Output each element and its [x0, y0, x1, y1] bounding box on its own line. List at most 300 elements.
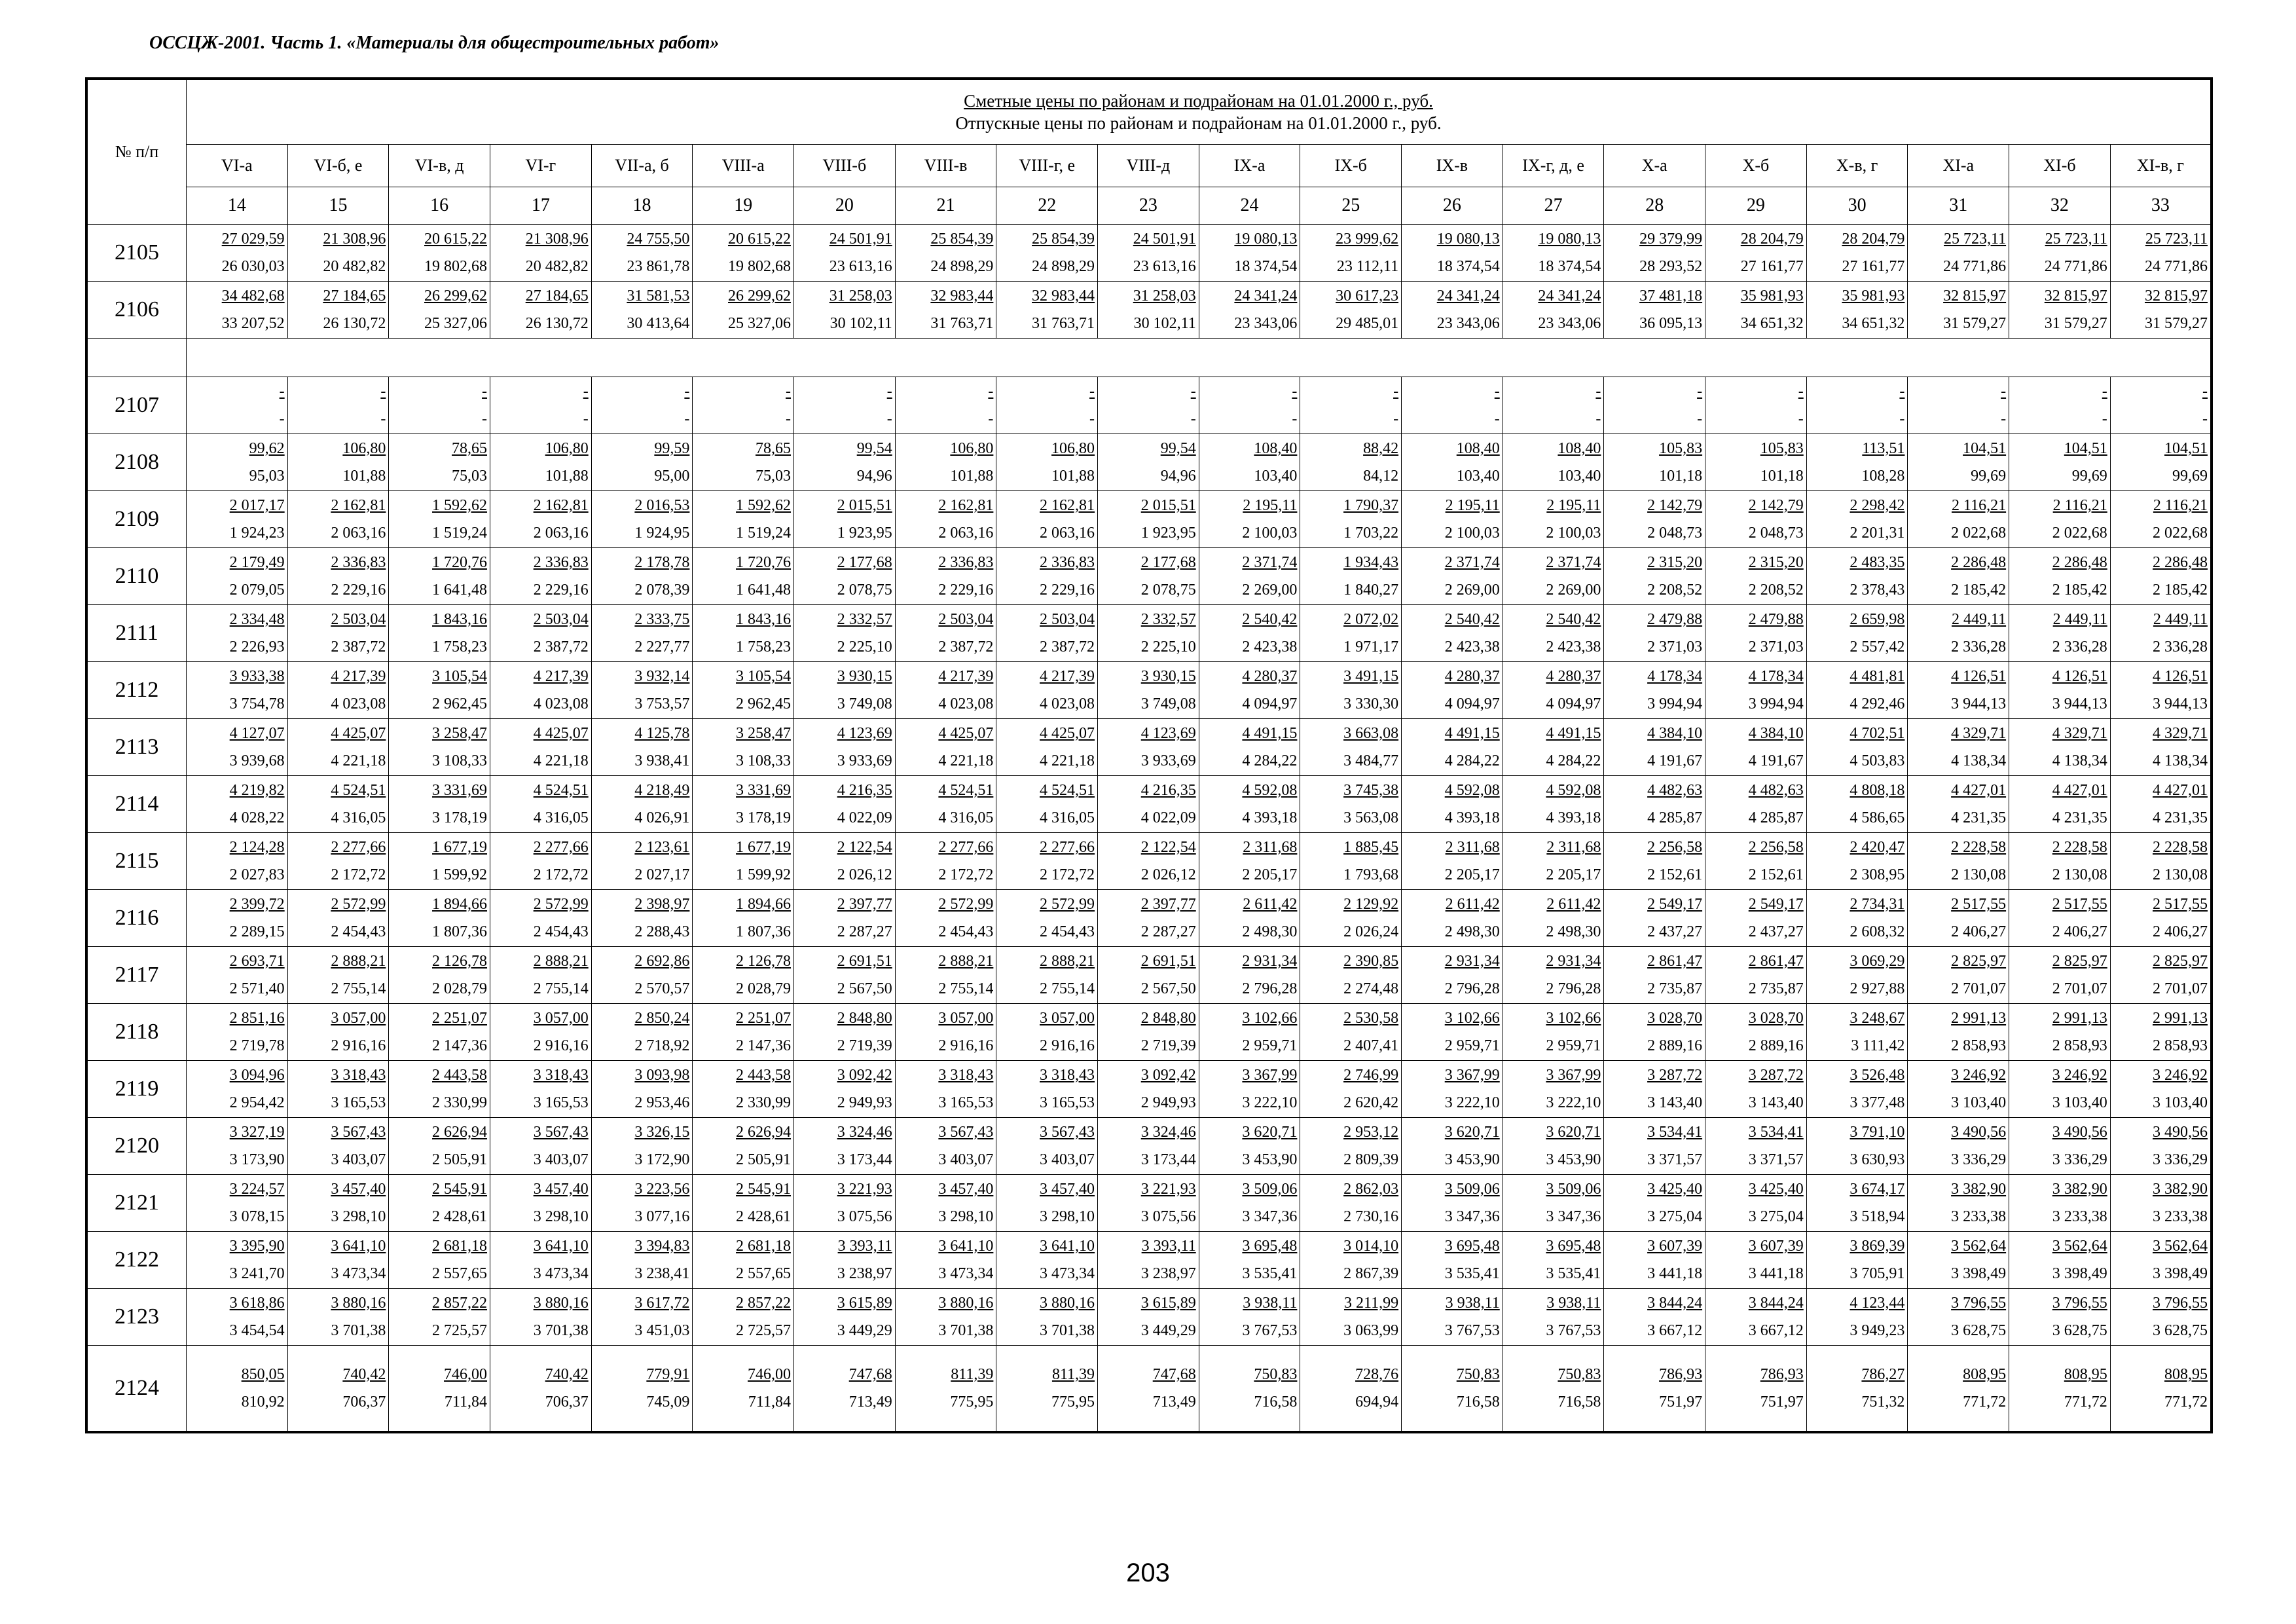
estimate-price: 3 102,66 [1444, 1010, 1500, 1027]
estimate-price: 3 695,48 [1242, 1238, 1298, 1255]
estimate-price: 2 479,88 [1748, 611, 1804, 628]
estimate-price: 4 218,49 [634, 782, 690, 799]
price-cell [996, 548, 1098, 605]
price-cell [1300, 1346, 1402, 1433]
table-row [86, 1232, 2212, 1289]
price-cell [490, 491, 592, 548]
release-price: 2 147,36 [432, 1037, 488, 1054]
price-cell [895, 890, 996, 947]
estimate-price: 3 211,99 [1343, 1295, 1399, 1312]
price-cell [996, 491, 1098, 548]
release-price: - [1494, 411, 1500, 428]
price-cell [2009, 1175, 2111, 1232]
estimate-price: 2 540,42 [1546, 611, 1601, 628]
release-price: 3 172,90 [634, 1151, 690, 1168]
estimate-price: 108,40 [1456, 440, 1500, 457]
price-cell [389, 947, 490, 1004]
price-cell [996, 282, 1098, 339]
item-number: 2112 [86, 662, 187, 719]
estimate-price: 3 367,99 [1444, 1067, 1500, 1084]
estimate-price: - [2001, 383, 2007, 400]
estimate-price: 746,00 [748, 1366, 792, 1383]
estimate-price: - [279, 383, 285, 400]
release-price: 2 185,42 [2153, 581, 2208, 599]
estimate-price: 3 324,46 [1140, 1124, 1196, 1141]
price-cell [287, 377, 389, 434]
release-price: 3 994,94 [1647, 695, 1703, 712]
price-cell [996, 605, 1098, 662]
estimate-price: 25 723,11 [2045, 231, 2107, 248]
price-cell [389, 491, 490, 548]
price-cell [591, 1346, 693, 1433]
price-cell [693, 225, 794, 282]
release-price: 3 667,12 [1647, 1322, 1703, 1339]
release-price: 3 933,69 [1140, 752, 1196, 769]
price-cell [591, 719, 693, 776]
price-cell [794, 1175, 896, 1232]
estimate-price: 3 607,39 [1748, 1238, 1804, 1255]
price-cell [1604, 282, 1705, 339]
estimate-price: 106,80 [1051, 440, 1095, 457]
release-price: 2 858,93 [2153, 1037, 2208, 1054]
price-cell [287, 1175, 389, 1232]
estimate-price: 3 562,64 [2052, 1238, 2107, 1255]
estimate-price: 3 844,24 [1647, 1295, 1703, 1312]
release-price: 2 078,75 [1140, 581, 1196, 599]
estimate-price: 3 695,48 [1546, 1238, 1601, 1255]
release-price: 2 954,42 [229, 1094, 285, 1111]
release-price: 2 505,91 [432, 1151, 488, 1168]
estimate-price: 747,68 [1152, 1366, 1196, 1383]
estimate-price: 27 184,65 [525, 287, 589, 304]
price-cell [1908, 282, 2009, 339]
release-price: 4 094,97 [1242, 695, 1298, 712]
price-cell [895, 434, 996, 491]
price-cell [1402, 662, 1503, 719]
price-cell [1806, 1004, 1908, 1061]
price-cell [996, 947, 1098, 1004]
estimate-price: 2 195,11 [1546, 497, 1601, 514]
estimate-price: 811,39 [1051, 1366, 1095, 1383]
price-cell [2009, 225, 2111, 282]
price-cell [2110, 282, 2212, 339]
release-price: 3 449,29 [1140, 1322, 1196, 1339]
price-cell [693, 605, 794, 662]
price-cell [287, 225, 389, 282]
release-price: 30 102,11 [829, 315, 892, 332]
price-cell [490, 776, 592, 833]
price-table [85, 77, 2213, 1433]
estimate-price: 2 399,72 [229, 896, 285, 913]
estimate-price: 3 318,43 [331, 1067, 386, 1084]
estimate-price: 2 517,55 [1951, 896, 2007, 913]
estimate-price: 21 308,96 [525, 231, 589, 248]
release-price: 2 454,43 [938, 923, 994, 940]
estimate-price: 2 503,04 [533, 611, 589, 628]
release-price: 4 023,08 [331, 695, 386, 712]
price-cell [490, 833, 592, 890]
release-price: 101,88 [342, 468, 386, 485]
price-cell [693, 282, 794, 339]
price-cell [1402, 548, 1503, 605]
estimate-price: 2 991,13 [2153, 1010, 2208, 1027]
estimate-price: 2 256,58 [1647, 839, 1703, 856]
price-cell [1806, 1175, 1908, 1232]
release-price: 2 498,30 [1242, 923, 1298, 940]
price-cell [1300, 890, 1402, 947]
estimate-price: 2 195,11 [1243, 497, 1298, 514]
price-cell [2110, 833, 2212, 890]
estimate-price: - [1697, 383, 1703, 400]
release-price: 4 316,05 [1040, 809, 1095, 826]
estimate-price: 747,68 [848, 1366, 892, 1383]
estimate-price: 4 217,39 [533, 668, 589, 685]
price-cell [389, 1346, 490, 1433]
estimate-price: 750,83 [1254, 1366, 1298, 1383]
estimate-price: - [482, 383, 488, 400]
price-cell [591, 434, 693, 491]
release-price: 1 641,48 [432, 581, 488, 599]
release-price: 2 026,24 [1343, 923, 1399, 940]
caption-row [86, 79, 2212, 145]
estimate-price: 3 457,40 [1040, 1181, 1095, 1198]
estimate-price: 2 277,66 [533, 839, 589, 856]
estimate-price: 2 888,21 [533, 953, 589, 970]
release-price: 3 535,41 [1546, 1265, 1601, 1282]
price-cell [2110, 1061, 2212, 1118]
price-cell [1604, 491, 1705, 548]
estimate-price: 2 503,04 [938, 611, 994, 628]
estimate-price: 2 857,22 [432, 1295, 488, 1312]
price-cell [1199, 1232, 1300, 1289]
price-cell [287, 776, 389, 833]
estimate-price: 4 216,35 [837, 782, 892, 799]
release-price: 4 023,08 [1040, 695, 1095, 712]
estimate-price: 2 549,17 [1647, 896, 1703, 913]
estimate-price: 31 581,53 [627, 287, 690, 304]
release-price: 4 393,18 [1444, 809, 1500, 826]
estimate-price: 2 336,83 [533, 554, 589, 571]
estimate-price: 3 258,47 [432, 725, 488, 742]
estimate-price: 2 931,34 [1242, 953, 1298, 970]
estimate-price: 2 540,42 [1444, 611, 1500, 628]
price-cell [895, 1346, 996, 1433]
release-price: 2 916,16 [938, 1037, 994, 1054]
release-price: 2 172,72 [1040, 866, 1095, 883]
release-price: 2 371,03 [1748, 638, 1804, 655]
estimate-price: - [2102, 383, 2107, 400]
release-price: 3 222,10 [1242, 1094, 1298, 1111]
release-price: 716,58 [1254, 1393, 1298, 1411]
estimate-price: 104,51 [1963, 440, 2007, 457]
release-price: 3 938,41 [634, 752, 690, 769]
column-number: 19 [693, 187, 794, 225]
release-price: 2 378,43 [1850, 581, 1905, 599]
price-cell [1199, 377, 1300, 434]
release-price: 26 130,72 [323, 315, 386, 332]
item-number: 2108 [86, 434, 187, 491]
release-price: - [1798, 411, 1804, 428]
estimate-price: 2 277,66 [331, 839, 386, 856]
estimate-price: 3 425,40 [1647, 1181, 1703, 1198]
item-number: 2107 [86, 377, 187, 434]
release-price: 99,69 [2071, 468, 2107, 485]
estimate-price: 2 545,91 [736, 1181, 792, 1198]
estimate-price: 106,80 [342, 440, 386, 457]
release-price: 4 285,87 [1748, 809, 1804, 826]
table-row [86, 491, 2212, 548]
price-cell [1300, 225, 1402, 282]
price-cell [693, 548, 794, 605]
estimate-price: 4 425,07 [1040, 725, 1095, 742]
price-cell [187, 548, 288, 605]
release-price: 2 387,72 [938, 638, 994, 655]
estimate-price: 2 336,83 [1040, 554, 1095, 571]
release-price: 2 063,16 [1040, 525, 1095, 542]
price-cell [1908, 947, 2009, 1004]
release-price: 4 285,87 [1647, 809, 1703, 826]
column-number: 25 [1300, 187, 1402, 225]
price-cell [490, 1004, 592, 1061]
release-price: 4 022,09 [837, 809, 892, 826]
release-price: 1 758,23 [736, 638, 792, 655]
estimate-price: 2 857,22 [736, 1295, 792, 1312]
release-price: 2 406,27 [1951, 923, 2007, 940]
release-price: - [482, 411, 488, 428]
price-cell [1705, 1346, 1807, 1433]
estimate-price: - [2202, 383, 2208, 400]
price-cell [1705, 225, 1807, 282]
price-cell [1098, 434, 1199, 491]
price-cell [2009, 605, 2111, 662]
price-cell [1604, 947, 1705, 1004]
estimate-price: 4 217,39 [1040, 668, 1095, 685]
column-number: 22 [996, 187, 1098, 225]
estimate-price: 4 217,39 [331, 668, 386, 685]
price-cell [1503, 1004, 1604, 1061]
price-cell [693, 1289, 794, 1346]
release-price: 3 165,53 [533, 1094, 589, 1111]
estimate-price: 3 318,43 [938, 1067, 994, 1084]
release-price: 3 103,40 [1951, 1094, 2007, 1111]
price-cell [591, 491, 693, 548]
price-cell [2009, 890, 2111, 947]
estimate-price: 2 888,21 [331, 953, 386, 970]
release-price: 3 165,53 [331, 1094, 386, 1111]
release-price: 3 078,15 [229, 1208, 285, 1225]
estimate-price: 3 796,55 [2153, 1295, 2208, 1312]
price-cell [996, 890, 1098, 947]
release-price: 2 289,15 [229, 923, 285, 940]
price-cell [895, 719, 996, 776]
release-price: 30 413,64 [627, 315, 690, 332]
price-cell [187, 1061, 288, 1118]
price-cell [1705, 719, 1807, 776]
release-price: 34 651,32 [1740, 315, 1804, 332]
estimate-price: 2 572,99 [533, 896, 589, 913]
column-number: 21 [895, 187, 996, 225]
estimate-price: 2 861,47 [1748, 953, 1804, 970]
estimate-price: 779,91 [646, 1366, 690, 1383]
price-cell [1806, 947, 1908, 1004]
estimate-price: 2 888,21 [938, 953, 994, 970]
estimate-price: 3 092,42 [837, 1067, 892, 1084]
price-cell [794, 548, 896, 605]
price-cell [187, 605, 288, 662]
price-cell [591, 1175, 693, 1232]
estimate-price: 4 425,07 [533, 725, 589, 742]
estimate-price: 2 692,86 [634, 953, 690, 970]
release-price: 694,94 [1355, 1393, 1399, 1411]
price-cell [693, 1004, 794, 1061]
price-cell [1199, 282, 1300, 339]
release-price: 4 586,65 [1850, 809, 1905, 826]
release-price: 711,84 [748, 1393, 792, 1411]
estimate-price: 3 393,11 [1141, 1238, 1196, 1255]
release-price: 31 763,71 [1032, 315, 1095, 332]
estimate-price: 2 517,55 [2153, 896, 2208, 913]
release-price: 75,03 [452, 468, 488, 485]
column-number: 18 [591, 187, 693, 225]
price-cell [2009, 1004, 2111, 1061]
estimate-price: 2 825,97 [2052, 953, 2107, 970]
price-cell [1300, 833, 1402, 890]
region-header: IX-в [1402, 145, 1503, 187]
price-cell [591, 605, 693, 662]
estimate-price: 3 491,15 [1343, 668, 1399, 685]
price-cell [591, 833, 693, 890]
release-price: 3 143,40 [1647, 1094, 1703, 1111]
price-cell [2009, 1232, 2111, 1289]
release-price: 3 944,13 [2052, 695, 2107, 712]
release-price: 2 719,78 [229, 1037, 285, 1054]
estimate-price: 1 843,16 [736, 611, 792, 628]
region-header: VI-а [187, 145, 288, 187]
price-cell [996, 1346, 1098, 1433]
release-price: 3 628,75 [1951, 1322, 2007, 1339]
item-number: 2117 [86, 947, 187, 1004]
estimate-price: 4 427,01 [1951, 782, 2007, 799]
estimate-price: 2 126,78 [736, 953, 792, 970]
release-price: 3 949,23 [1850, 1322, 1905, 1339]
release-price: 3 441,18 [1647, 1265, 1703, 1282]
estimate-price: 786,93 [1760, 1366, 1804, 1383]
price-cell [1705, 890, 1807, 947]
release-price: 2 567,50 [1140, 980, 1196, 997]
estimate-price: 27 029,59 [221, 231, 285, 248]
estimate-price: 4 481,81 [1850, 668, 1905, 685]
estimate-price: 99,62 [249, 440, 285, 457]
release-price: 4 231,35 [2153, 809, 2208, 826]
release-price: 103,40 [1456, 468, 1500, 485]
release-price: 713,49 [848, 1393, 892, 1411]
price-cell [1402, 605, 1503, 662]
estimate-price: 3 641,10 [331, 1238, 386, 1255]
price-cell [1199, 491, 1300, 548]
price-cell [287, 1061, 389, 1118]
release-price: 4 022,09 [1140, 809, 1196, 826]
price-cell [490, 434, 592, 491]
estimate-price: 1 677,19 [432, 839, 488, 856]
price-cell [1402, 1346, 1503, 1433]
release-price: 3 767,53 [1242, 1322, 1298, 1339]
release-price: 1 923,95 [1140, 525, 1196, 542]
item-number: 2124 [86, 1346, 187, 1433]
release-price: 3 298,10 [533, 1208, 589, 1225]
release-price: 2 796,28 [1242, 980, 1298, 997]
column-number: 29 [1705, 187, 1807, 225]
price-cell [794, 434, 896, 491]
estimate-price: 2 888,21 [1040, 953, 1095, 970]
estimate-price: 1 885,45 [1343, 839, 1399, 856]
price-cell [1402, 947, 1503, 1004]
price-cell [187, 1004, 288, 1061]
price-cell [1806, 605, 1908, 662]
price-cell [1402, 1061, 1503, 1118]
release-price: 3 403,07 [938, 1151, 994, 1168]
price-cell [490, 605, 592, 662]
price-cell [187, 719, 288, 776]
estimate-price: 108,40 [1558, 440, 1601, 457]
release-price: 18 374,54 [1234, 258, 1298, 275]
column-number: 28 [1604, 187, 1705, 225]
estimate-price: 99,54 [856, 440, 892, 457]
release-price: 2 287,27 [837, 923, 892, 940]
release-price: 34 651,32 [1842, 315, 1905, 332]
release-price: 4 316,05 [938, 809, 994, 826]
price-cell [693, 947, 794, 1004]
estimate-price: 25 723,11 [2145, 231, 2208, 248]
region-header: VI-б, е [287, 145, 389, 187]
release-price: 2 962,45 [432, 695, 488, 712]
price-cell [2110, 548, 2212, 605]
price-cell [895, 1289, 996, 1346]
release-price: 29 485,01 [1336, 315, 1399, 332]
release-price: 3 473,34 [938, 1265, 994, 1282]
price-cell [591, 662, 693, 719]
estimate-price: 4 178,34 [1748, 668, 1804, 685]
release-price: 2 949,93 [1140, 1094, 1196, 1111]
release-price: 101,18 [1760, 468, 1804, 485]
release-price: 2 028,79 [432, 980, 488, 997]
item-number: 2119 [86, 1061, 187, 1118]
price-cell [996, 1232, 1098, 1289]
estimate-price: 88,42 [1363, 440, 1399, 457]
price-cell [1705, 947, 1807, 1004]
estimate-price: 2 572,99 [1040, 896, 1095, 913]
estimate-price: 2 122,54 [1140, 839, 1196, 856]
price-cell [1806, 662, 1908, 719]
price-cell [287, 605, 389, 662]
release-price: 2 867,39 [1343, 1265, 1399, 1282]
estimate-price: 1 720,76 [736, 554, 792, 571]
estimate-price: 3 490,56 [2153, 1124, 2208, 1141]
release-price: 3 944,13 [1951, 695, 2007, 712]
estimate-price: 2 311,68 [1243, 839, 1298, 856]
price-cell [1806, 1346, 1908, 1433]
price-cell [1402, 491, 1503, 548]
price-cell [1199, 434, 1300, 491]
price-cell [1300, 1175, 1402, 1232]
release-price: 1 971,17 [1343, 638, 1399, 655]
estimate-price: 2 931,34 [1546, 953, 1601, 970]
price-cell [389, 776, 490, 833]
release-price: 2 288,43 [634, 923, 690, 940]
price-cell [1705, 1175, 1807, 1232]
estimate-price: 2 420,47 [1850, 839, 1905, 856]
price-cell [693, 776, 794, 833]
estimate-price: 2 398,97 [634, 896, 690, 913]
